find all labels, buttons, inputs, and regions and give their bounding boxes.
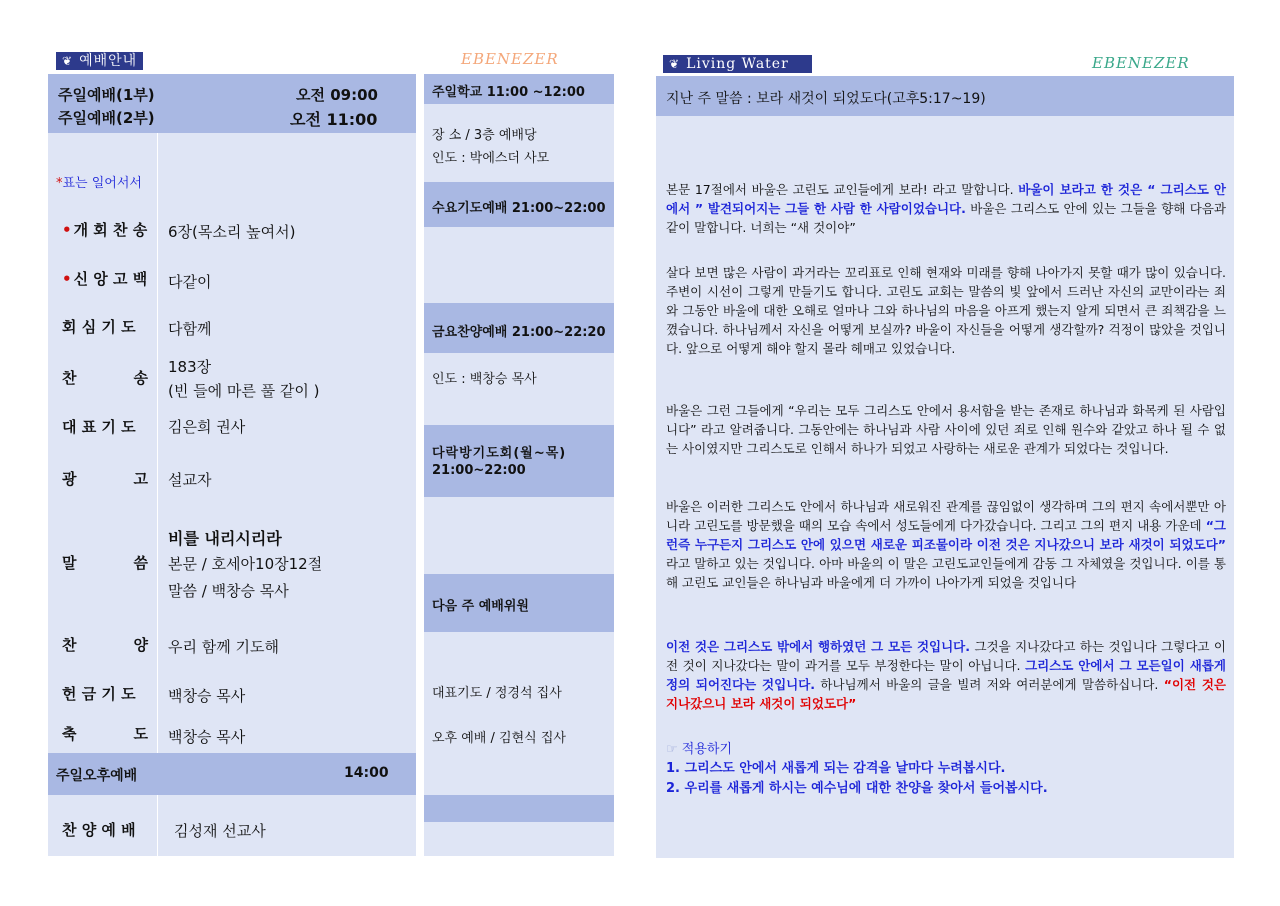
order-label-creed: • 신 앙 고 백 <box>62 270 148 288</box>
pointing-hand-icon: ☞ <box>666 742 682 757</box>
praise-service-value: 김성재 선교사 <box>174 822 266 840</box>
order-label-praise: 찬 양 <box>62 636 148 654</box>
order-label-announcements: 광 고 <box>62 470 148 488</box>
order-label-sermon: 말 씀 <box>62 554 148 572</box>
praise-service-label: 찬 양 예 배 <box>62 821 136 839</box>
order-value-rep-prayer: 김은희 권사 <box>168 418 246 436</box>
section-tag-worship: ❦ 예배안내 <box>56 52 143 70</box>
section-tag-living-water: ❦ Living Water <box>663 55 812 73</box>
order-value-praise: 우리 함께 기도해 <box>168 638 279 656</box>
sunday-school-leader: 인도 : 박에스더 사모 <box>432 151 550 166</box>
sermon-preacher: 말씀 / 백창승 목사 <box>168 582 289 600</box>
standing-note: *표는 일어서서 <box>56 176 142 191</box>
paragraph-3: 바울은 그런 그들에게 “우리는 모두 그리스도 안에서 용서함을 받는 존재로 하나님과 화목케 된 사람입니다” 라고 알려줍니다. 그동안에는 하나님과 사람 사이에 있던 죄로 인해 원수와 같았고 하나 될 수 없는 사이였지만 그리스도로 인해서 하나가 되었고 사랑하는 새로운 관계가 되었다는 것입니다. <box>666 403 1226 456</box>
next-week-title: 다음 주 예배위원 <box>432 599 529 614</box>
apply-item-1: 1. 그리스도 안에서 새롭게 되는 감격을 날마다 누려봅시다. <box>666 761 1006 776</box>
prayer-room: 다락방기도회(월~목) <box>432 446 567 461</box>
apply-title: ☞ 적용하기 <box>666 742 733 757</box>
paragraph-2: 살다 보면 많은 사람이 과거라는 꼬리표로 인해 현재와 미래를 향해 나아가지 못할 때가 많이 있습니다. 주변이 시선이 그렇게 만들기도 합니다. 고린도 교회는 말씀의 빛 앞에서 드러난 자신의 교만이라는 죄와 그동안 바울에 대한 오해로 얼마나 그와 하나님의 마음을 아프게 했는지 알게 되면서 큰 죄책감을 느꼈습니다. 하나님께서 자신을 어떻게 보실까? 바울이 자신들을 어떻게 생각할까? 걱정이 많았을 것입니다. 앞으로 어떻게 해야 할지 몰라 헤매고 있었습니다. <box>666 265 1226 356</box>
order-value-hymn-title: (빈 들에 마른 풀 같이 ) <box>168 382 320 400</box>
friday-service: 금요찬양예배 21:00~22:20 <box>432 325 606 340</box>
next-week-afternoon: 오후 예배 / 김현식 집사 <box>432 731 566 746</box>
sermon-summary-title: 지난 주 말씀 : 보라 새것이 되었도다(고후5:17~19) <box>666 91 986 107</box>
order-value-offering-prayer: 백창승 목사 <box>168 687 246 705</box>
leaf-icon: ❦ <box>669 57 681 71</box>
order-label-benediction: 축 도 <box>62 725 148 743</box>
sunday-school-place: 장 소 / 3층 예배당 <box>432 128 537 143</box>
order-label-rep-prayer: 대 표 기 도 <box>62 418 136 436</box>
column-divider-bottom <box>157 795 158 856</box>
empty-header <box>424 795 614 822</box>
order-label-confession: 회 심 기 도 <box>62 318 136 336</box>
paragraph-1: 본문 17절에서 바울은 고린도 교인들에게 보라! 라고 말합니다. 바울이 보라고 한 것은 “ 그리스도 안에서 ” 발견되어지는 그들 한 사람 한 사람이었습니다. 바울은 그리스도 안에 있는 그들을 향해 다음과 같이 말합니다. 너희는 “새 것이야” <box>666 182 1226 235</box>
prayer-room-header <box>424 425 614 497</box>
paragraph-5: 이전 것은 그리스도 밖에서 행하였던 그 모든 것입니다. 그것을 지나갔다고 하는 것입니다 그렇다고 이전 것이 지나갔다는 말이 과거를 모두 부정한다는 말이 아닙니다. 그리스도 안에서 그 모든일이 새롭게 정의 되어진다는 것입니다. 하나님께서 바울의 글을 빌려 저와 여러분에게 말씀하십니다. “이전 것은 지나갔으니 보라 새것이 되었도다” <box>666 639 1226 711</box>
leaf-icon: ❦ <box>62 54 74 68</box>
order-label-hymn: 찬 송 <box>62 369 148 387</box>
order-value-confession: 다함께 <box>168 320 212 338</box>
order-label-offering-prayer: 헌 금 기 도 <box>62 685 136 703</box>
afternoon-service-time: 14:00 <box>344 765 389 781</box>
service-1-time: 오전 09:00 <box>296 86 378 104</box>
service-1-name: 주일예배(1부) <box>58 86 155 104</box>
sunday-school: 주일학교 11:00 ~12:00 <box>432 85 585 100</box>
watermark-right: EBENEZER <box>1092 54 1190 72</box>
watermark: EBENEZER <box>461 50 559 68</box>
order-value-opening-hymn: 6장(목소리 높여서) <box>168 223 296 241</box>
order-label-opening-hymn: • 개 회 찬 송 <box>62 221 148 239</box>
sermon-text: 본문 / 호세아10장12절 <box>168 555 323 573</box>
order-value-creed: 다같이 <box>168 273 212 291</box>
wednesday-service: 수요기도예배 21:00~22:00 <box>432 201 606 216</box>
order-value-announcements: 설교자 <box>168 471 212 489</box>
next-week-rep-prayer: 대표기도 / 정경석 집사 <box>432 686 562 701</box>
apply-item-2: 2. 우리를 새롭게 하시는 예수님에 대한 찬양을 찾아서 들어봅시다. <box>666 781 1048 796</box>
column-divider <box>157 133 158 753</box>
service-2-name: 주일예배(2부) <box>58 109 155 127</box>
service-2-time: 오전 11:00 <box>290 110 378 129</box>
prayer-room-time: 21:00~22:00 <box>432 463 526 478</box>
order-value-hymn: 183장 <box>168 358 212 376</box>
order-value-benediction: 백창승 목사 <box>168 728 246 746</box>
paragraph-4: 바울은 이러한 그리스도 안에서 하나님과 새로워진 관계를 끊임없이 생각하며 그의 편지 속에서뿐만 아니라 고린도를 방문했을 때의 모습 속에서 성도들에게 다가갔습니다. 그리고 그의 편지 내용 가운데 “그런즉 누구든지 그리스도 안에 있으면 새로운 피조물이라 이전 것은 지나갔으니 보라 새것이 되었도다” 라고 말하고 있는 것입니다. 아마 바울의 이 말은 고린도교인들에게 감동 그 자체였을 것입니다. 이를 통해 고린도 교인들은 하나님과 바울에게 더 가까이 나아가게 되었을 것입니다 <box>666 499 1226 590</box>
sermon-title: 비를 내리시리라 <box>168 529 282 548</box>
friday-leader: 인도 : 백창승 목사 <box>432 372 537 387</box>
afternoon-service-name: 주일오후예배 <box>56 768 138 784</box>
